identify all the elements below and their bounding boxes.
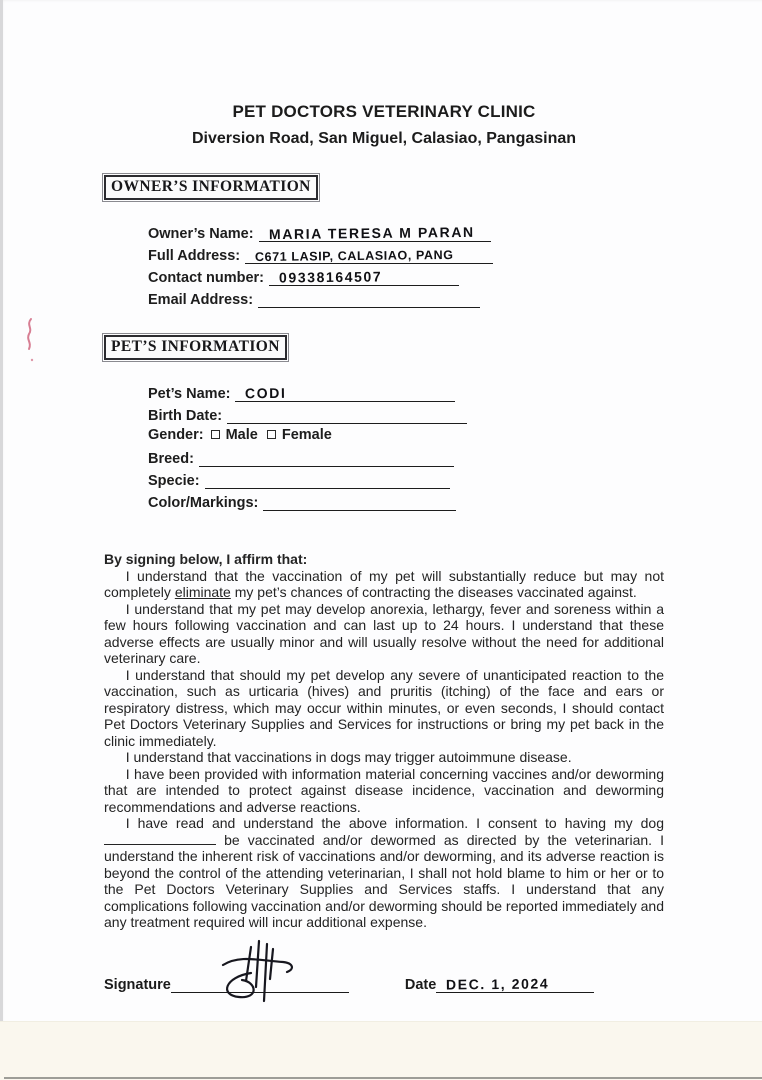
date-handwriting: DEC. 1, 2024 [446, 975, 550, 993]
color-markings-row [148, 489, 664, 511]
full-address-row [148, 242, 664, 264]
signature-line [171, 975, 349, 993]
breed-label: Breed: [148, 451, 194, 467]
owner-name-label: Owner’s Name: [148, 226, 254, 242]
dog-name-blank-line [104, 834, 216, 845]
affirmation-paragraph-5: I have been provided with information material concerning vaccines and/or deworming that are intended to protect against disease incidence, vaccination and deworming recommendations and adverse reactions. [104, 765, 664, 815]
pet-name-row [148, 380, 664, 402]
birth-date-label: Birth Date: [148, 408, 223, 424]
owner-fields [148, 220, 664, 308]
affirmation-heading: By signing below, I affirm that: [104, 551, 308, 567]
female-option-label: Female [281, 426, 332, 443]
date-line [436, 975, 594, 993]
color-markings-field [263, 493, 456, 511]
contact-number-label: Contact number: [148, 270, 264, 286]
signature-row [104, 967, 664, 993]
specie-label: Specie: [148, 473, 200, 489]
affirmation-paragraph-2: I understand that my pet may develop anorexia, lethargy, fever and soreness within a few hours following vaccination and can last up to 24 hours. I understand that these adverse effects are usually minor and will usually resolve without the need for additional veterinary care. [104, 600, 664, 667]
signature-label: Signature [104, 976, 171, 993]
specie-row [148, 467, 664, 489]
scanner-background-band [0, 1021, 762, 1080]
color-markings-label: Color/Markings: [148, 495, 259, 511]
owner-name-field [259, 224, 491, 242]
owner-name-handwriting: MARIA TERESA M PARAN [268, 223, 475, 243]
contact-number-handwriting: 09338164507 [278, 268, 383, 286]
breed-field [199, 449, 454, 467]
affirmation-paragraph-1 [104, 568, 664, 601]
full-address-field [245, 246, 493, 264]
owner-section-title: OWNER’S INFORMATION [104, 175, 318, 200]
affirmation-paragraph-6 [104, 815, 664, 931]
gender-label: Gender: [148, 426, 204, 443]
email-address-row [148, 286, 664, 308]
p1-post: my pet’s chances of contracting the diseases vaccinated against. [230, 584, 637, 601]
date-label: Date [404, 976, 437, 993]
affirmation-paragraph-3: I understand that should my pet develop any severe of unanticipated reaction to the vaccination, such as urticaria (hives) and pruritis (itching) of the face and ears or respiratory distress, which may occur within minutes, or even seconds, I should contact Pet Doctors Veterinary Supplies and Services for instructions or bring my pet back in the clinic immediately. [104, 666, 664, 749]
pet-name-handwriting: CODI [245, 384, 287, 402]
male-checkbox-icon [211, 430, 220, 439]
affirmation-section [104, 551, 664, 931]
owner-name-row [148, 220, 664, 242]
p1-pre: I understand that the vaccination of my pet will substantially reduce but may not completely [104, 567, 664, 601]
contact-number-row [148, 264, 664, 286]
pet-fields [148, 380, 664, 511]
red-ink-smudge [22, 316, 42, 368]
pet-section-title: PET’S INFORMATION [104, 335, 287, 360]
email-address-label: Email Address: [148, 292, 254, 308]
clinic-name: PET DOCTORS VETERINARY CLINIC [232, 102, 536, 121]
breed-row [148, 445, 664, 467]
scan-edge-left [0, 0, 3, 1080]
pet-name-field [235, 384, 455, 402]
clinic-address: Diversion Road, San Miguel, Calasiao, Pangasinan [191, 130, 577, 147]
email-address-field [258, 290, 480, 308]
affirmation-paragraph-4: I understand that vaccinations in dogs may trigger autoimmune disease. [125, 749, 572, 766]
p6-post: be vaccinated and/or dewormed as directed by the veterinarian. I understand the inherent risk of vaccinations and/or deworming, and its adverse reaction is beyond the control of the attending veterinarian, I shall not hold blame to him or her or to the Pet Doctors Veterinary Supplies and Services staffs. I understand that any complications following vaccination and/or deworming should be reported immediately and any treatment required will incur additional expense. [104, 831, 664, 931]
specie-field [205, 471, 450, 489]
signature-scribble [211, 935, 307, 1005]
contact-number-field [269, 268, 459, 286]
birth-date-field [227, 406, 467, 424]
p6-pre: I have read and understand the above information. I consent to having my dog [125, 815, 664, 832]
female-checkbox-icon [267, 430, 276, 439]
male-option-label: Male [225, 426, 258, 443]
p1-underlined-word: eliminate [174, 584, 231, 601]
pet-name-label: Pet’s Name: [148, 386, 231, 402]
gender-row [148, 424, 664, 445]
scan-edge-bottom [4, 1077, 762, 1079]
full-address-handwriting: C671 LASIP, CALASIAO, PANG [255, 247, 454, 265]
form-header [104, 102, 664, 148]
full-address-label: Full Address: [148, 248, 241, 264]
birth-date-row [148, 402, 664, 424]
